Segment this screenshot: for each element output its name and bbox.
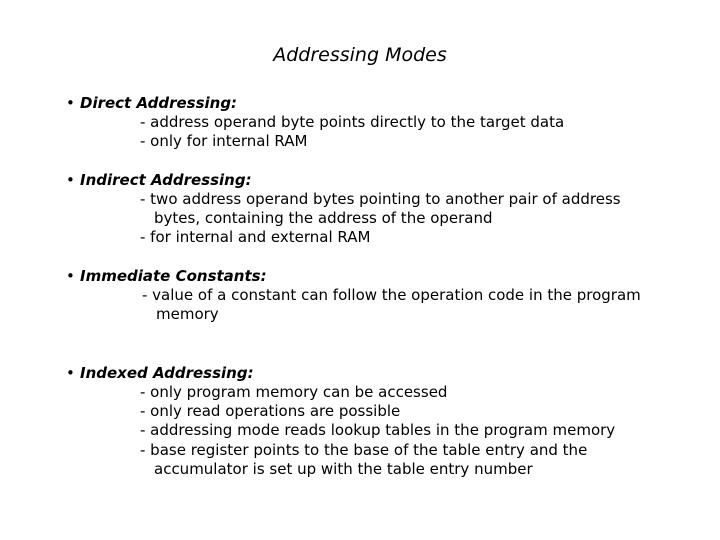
section-heading — [66, 364, 686, 383]
section-heading — [66, 267, 686, 286]
section-heading — [66, 94, 686, 113]
section-direct-addressing — [66, 94, 686, 151]
heading-text: Indirect Addressing: — [80, 171, 252, 189]
list-item: - only read operations are possible — [140, 402, 401, 421]
list-item: - for internal and external RAM — [140, 228, 371, 247]
heading-text: Direct Addressing: — [80, 94, 238, 112]
list-item-continuation: bytes, containing the address of the operand — [154, 209, 493, 228]
section-heading — [66, 171, 686, 190]
list-item: - only program memory can be accessed — [140, 383, 448, 401]
list-item-continuation: memory — [156, 305, 219, 324]
list-item: - two address operand bytes pointing to another pair of address — [140, 190, 621, 208]
heading-text: Indexed Addressing: — [80, 364, 254, 382]
list-item: - addressing mode reads lookup tables in the program memory — [140, 421, 616, 440]
list-item: - base register points to the base of the table entry and the — [140, 440, 588, 459]
page-title: Addressing Modes — [273, 44, 447, 66]
section-immediate-constants — [66, 267, 686, 324]
bullet-icon: • — [66, 94, 75, 112]
bullet-icon: • — [66, 267, 75, 285]
bullet-icon: • — [66, 364, 75, 382]
section-indexed-addressing — [66, 364, 686, 479]
bullet-icon: • — [66, 171, 75, 189]
list-item: - only for internal RAM — [140, 132, 308, 151]
list-item: - address operand byte points directly to the target data — [140, 113, 565, 131]
list-item-continuation: accumulator is set up with the table entry number — [154, 459, 533, 478]
section-indirect-addressing — [66, 171, 686, 248]
heading-text: Immediate Constants: — [80, 267, 267, 285]
list-item: - value of a constant can follow the operation code in the program — [142, 286, 641, 304]
